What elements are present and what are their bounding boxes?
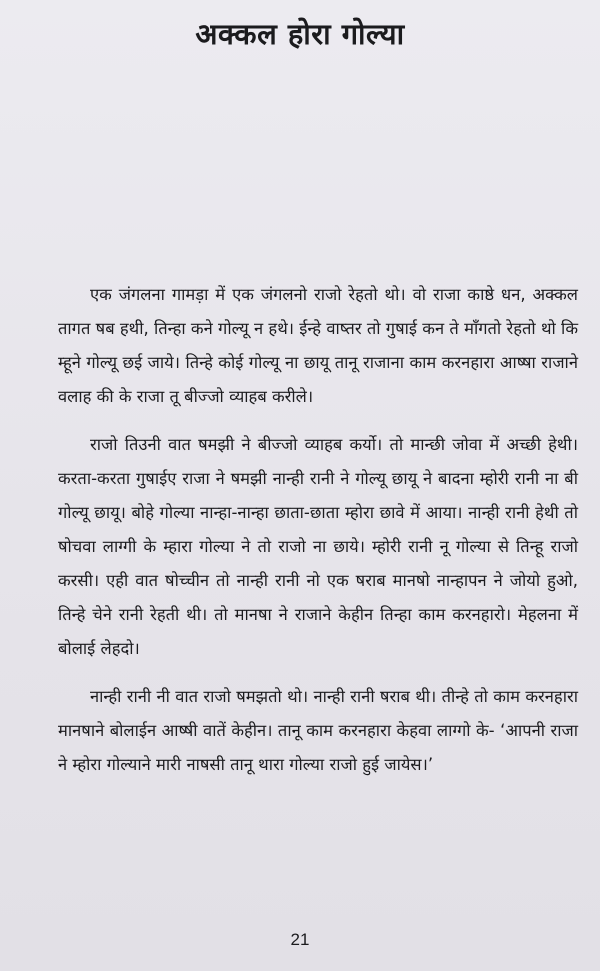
page-number: 21 [290, 930, 310, 949]
page-title: अक्कल होरा गोल्या [195, 17, 405, 51]
paragraph-1: एक जंगलना गामड़ा में एक जंगलनो राजो रेहतो थो। वो राजा काष्ठे धन, अक्कल तागत षब हथी, तिन्हा कने गोल्यू न हथे। ईन्हे वाष्तर तो गुषाई कन ते माँगतो रेहतो थो कि म्हूने गोल्यू छई जाये। तिन्हे कोई गोल्यू ना छायू तानू राजाना काम करनहारा आष्षा राजाने वलाह की के राजा तू बीज्जो व्याहब करीले। [58, 285, 578, 406]
paragraph-2: राजो तिउनी वात षमझी ने बीज्जो व्याहब कर्यो। तो मान्छी जोवा में अच्छी हेथी। करता-करता गुषाईए राजा ने षमझी नान्ही रानी ने गोल्यू छायू ने बादना म्होरी रानी ना बी गोल्यू छायू। बोहे गोल्या नान्हा-नान्हा छाता-छाता म्होरा छावे में आया। नान्ही रानी हेथी तो षोचवा लाग्गी के म्हारा गोल्या ने तो राजो ना छाये। म्होरी रानी नू गोल्या से तिन्हू राजो करसी। एही वात षोच्चीन तो नान्ही रानी नो एक षराब मानषो नान्हापन ने जोयो हुओ, तिन्हे चेने रानी रेहती थी। तो मानषा ने राजाने केहीन तिन्हा काम करनहारो। मेहलना में बोलाई लेहदो। [58, 435, 578, 658]
paragraph-3: नान्ही रानी नी वात राजो षमझतो थो। नान्ही रानी षराब थी। तीन्हे तो काम करनहारा मानषाने बोलाईन आष्षी वातें केहीन। तानू काम करनहारा केहवा लाग्गो के- ‘आपनी राजा ने म्होरा गोल्याने मारी नाषसी तानू थारा गोल्या राजो हुई जायेस।’ [58, 687, 578, 774]
story-body [58, 278, 578, 796]
